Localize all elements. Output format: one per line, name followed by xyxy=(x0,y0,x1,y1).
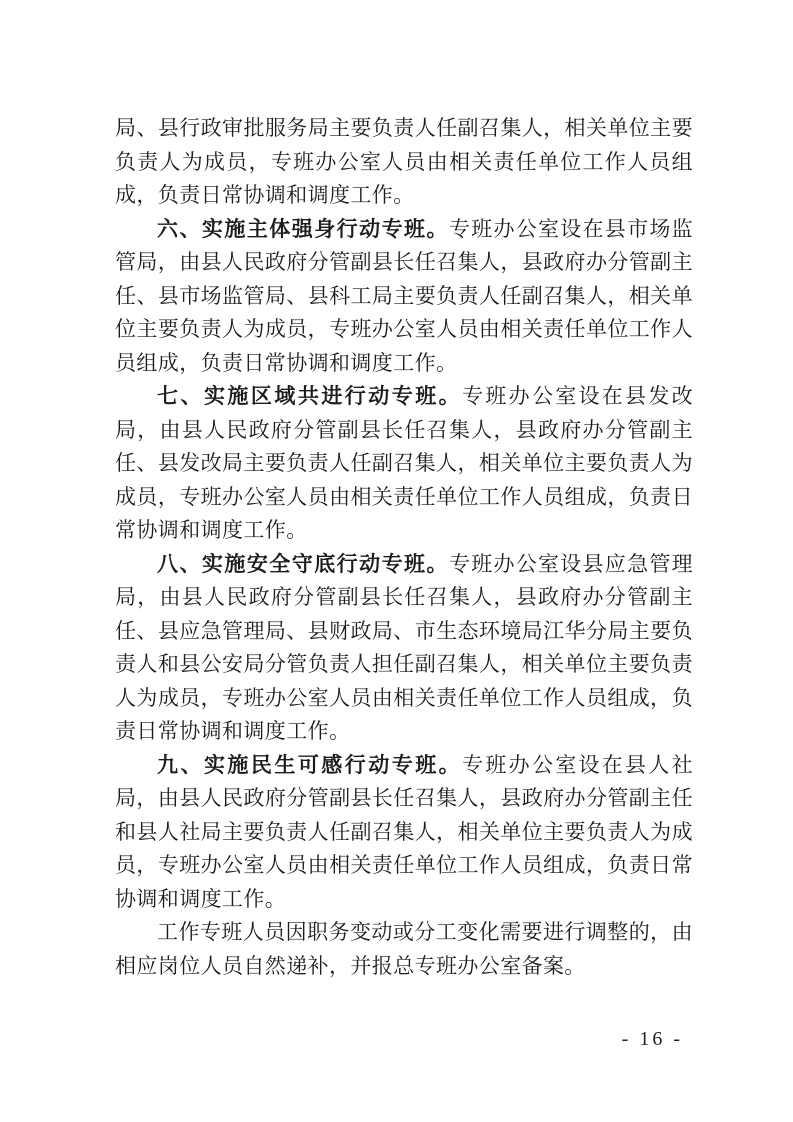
paragraph-section-7 xyxy=(115,380,693,548)
paragraph-text: 局、县行政审批服务局主要负责人任副召集人，相关单位主要负责人为成员，专班办公室人员由相关责任单位工作人员组成，负责日常协调和调度工作。 xyxy=(115,116,693,207)
document-body xyxy=(115,112,693,983)
paragraph-continuation xyxy=(115,112,693,213)
paragraph-section-8 xyxy=(115,548,693,749)
paragraph-section-6 xyxy=(115,213,693,381)
paragraph-text: 专班办公室设在县发改局，由县人民政府分管副县长任召集人，县政府办分管副主任、县发改局主要负责人任副召集人，相关单位主要负责人为成员，专班办公室人员由相关责任单位工作人员组成，负责日常协调和调度工作。 xyxy=(115,384,693,542)
section-heading: 九、实施民生可感行动专班。 xyxy=(157,753,463,777)
paragraph-text: 专班办公室设在县市场监管局，由县人民政府分管副县长任召集人，县政府办分管副主任、县市场监管局、县科工局主要负责人任副召集人，相关单位主要负责人为成员，专班办公室人员由相关责任单位工作人员组成，负责日常协调和调度工作。 xyxy=(115,216,693,375)
section-heading: 八、实施安全守底行动专班。 xyxy=(157,552,449,576)
paragraph-text: 专班办公室设在县人社局，由县人民政府分管副县长任召集人，县政府办分管副主任和县人社局主要负责人任副召集人，相关单位主要负责人为成员，专班办公室人员由相关责任单位工作人员组成，负责日常协调和调度工作。 xyxy=(115,752,693,911)
section-heading: 七、实施区域共进行动专班。 xyxy=(157,385,463,408)
paragraph-closing xyxy=(115,916,693,983)
paragraph-text: 专班办公室设县应急管理局，由县人民政府分管副县长任召集人，县政府办分管副主任、县应急管理局、县财政局、市生态环境局江华分局主要负责人和县公安局分管负责人担任副召集人，相关单位主要负责人为成员，专班办公室人员由相关责任单位工作人员组成，负责日常协调和调度工作。 xyxy=(115,551,693,743)
section-heading: 六、实施主体强身行动专班。 xyxy=(157,217,449,241)
paragraph-text: 工作专班人员因职务变动或分工变化需要进行调整的，由相应岗位人员自然递补，并报总专班办公室备案。 xyxy=(115,920,693,978)
paragraph-section-9 xyxy=(115,749,693,917)
page-number: - 16 - xyxy=(621,1028,683,1050)
